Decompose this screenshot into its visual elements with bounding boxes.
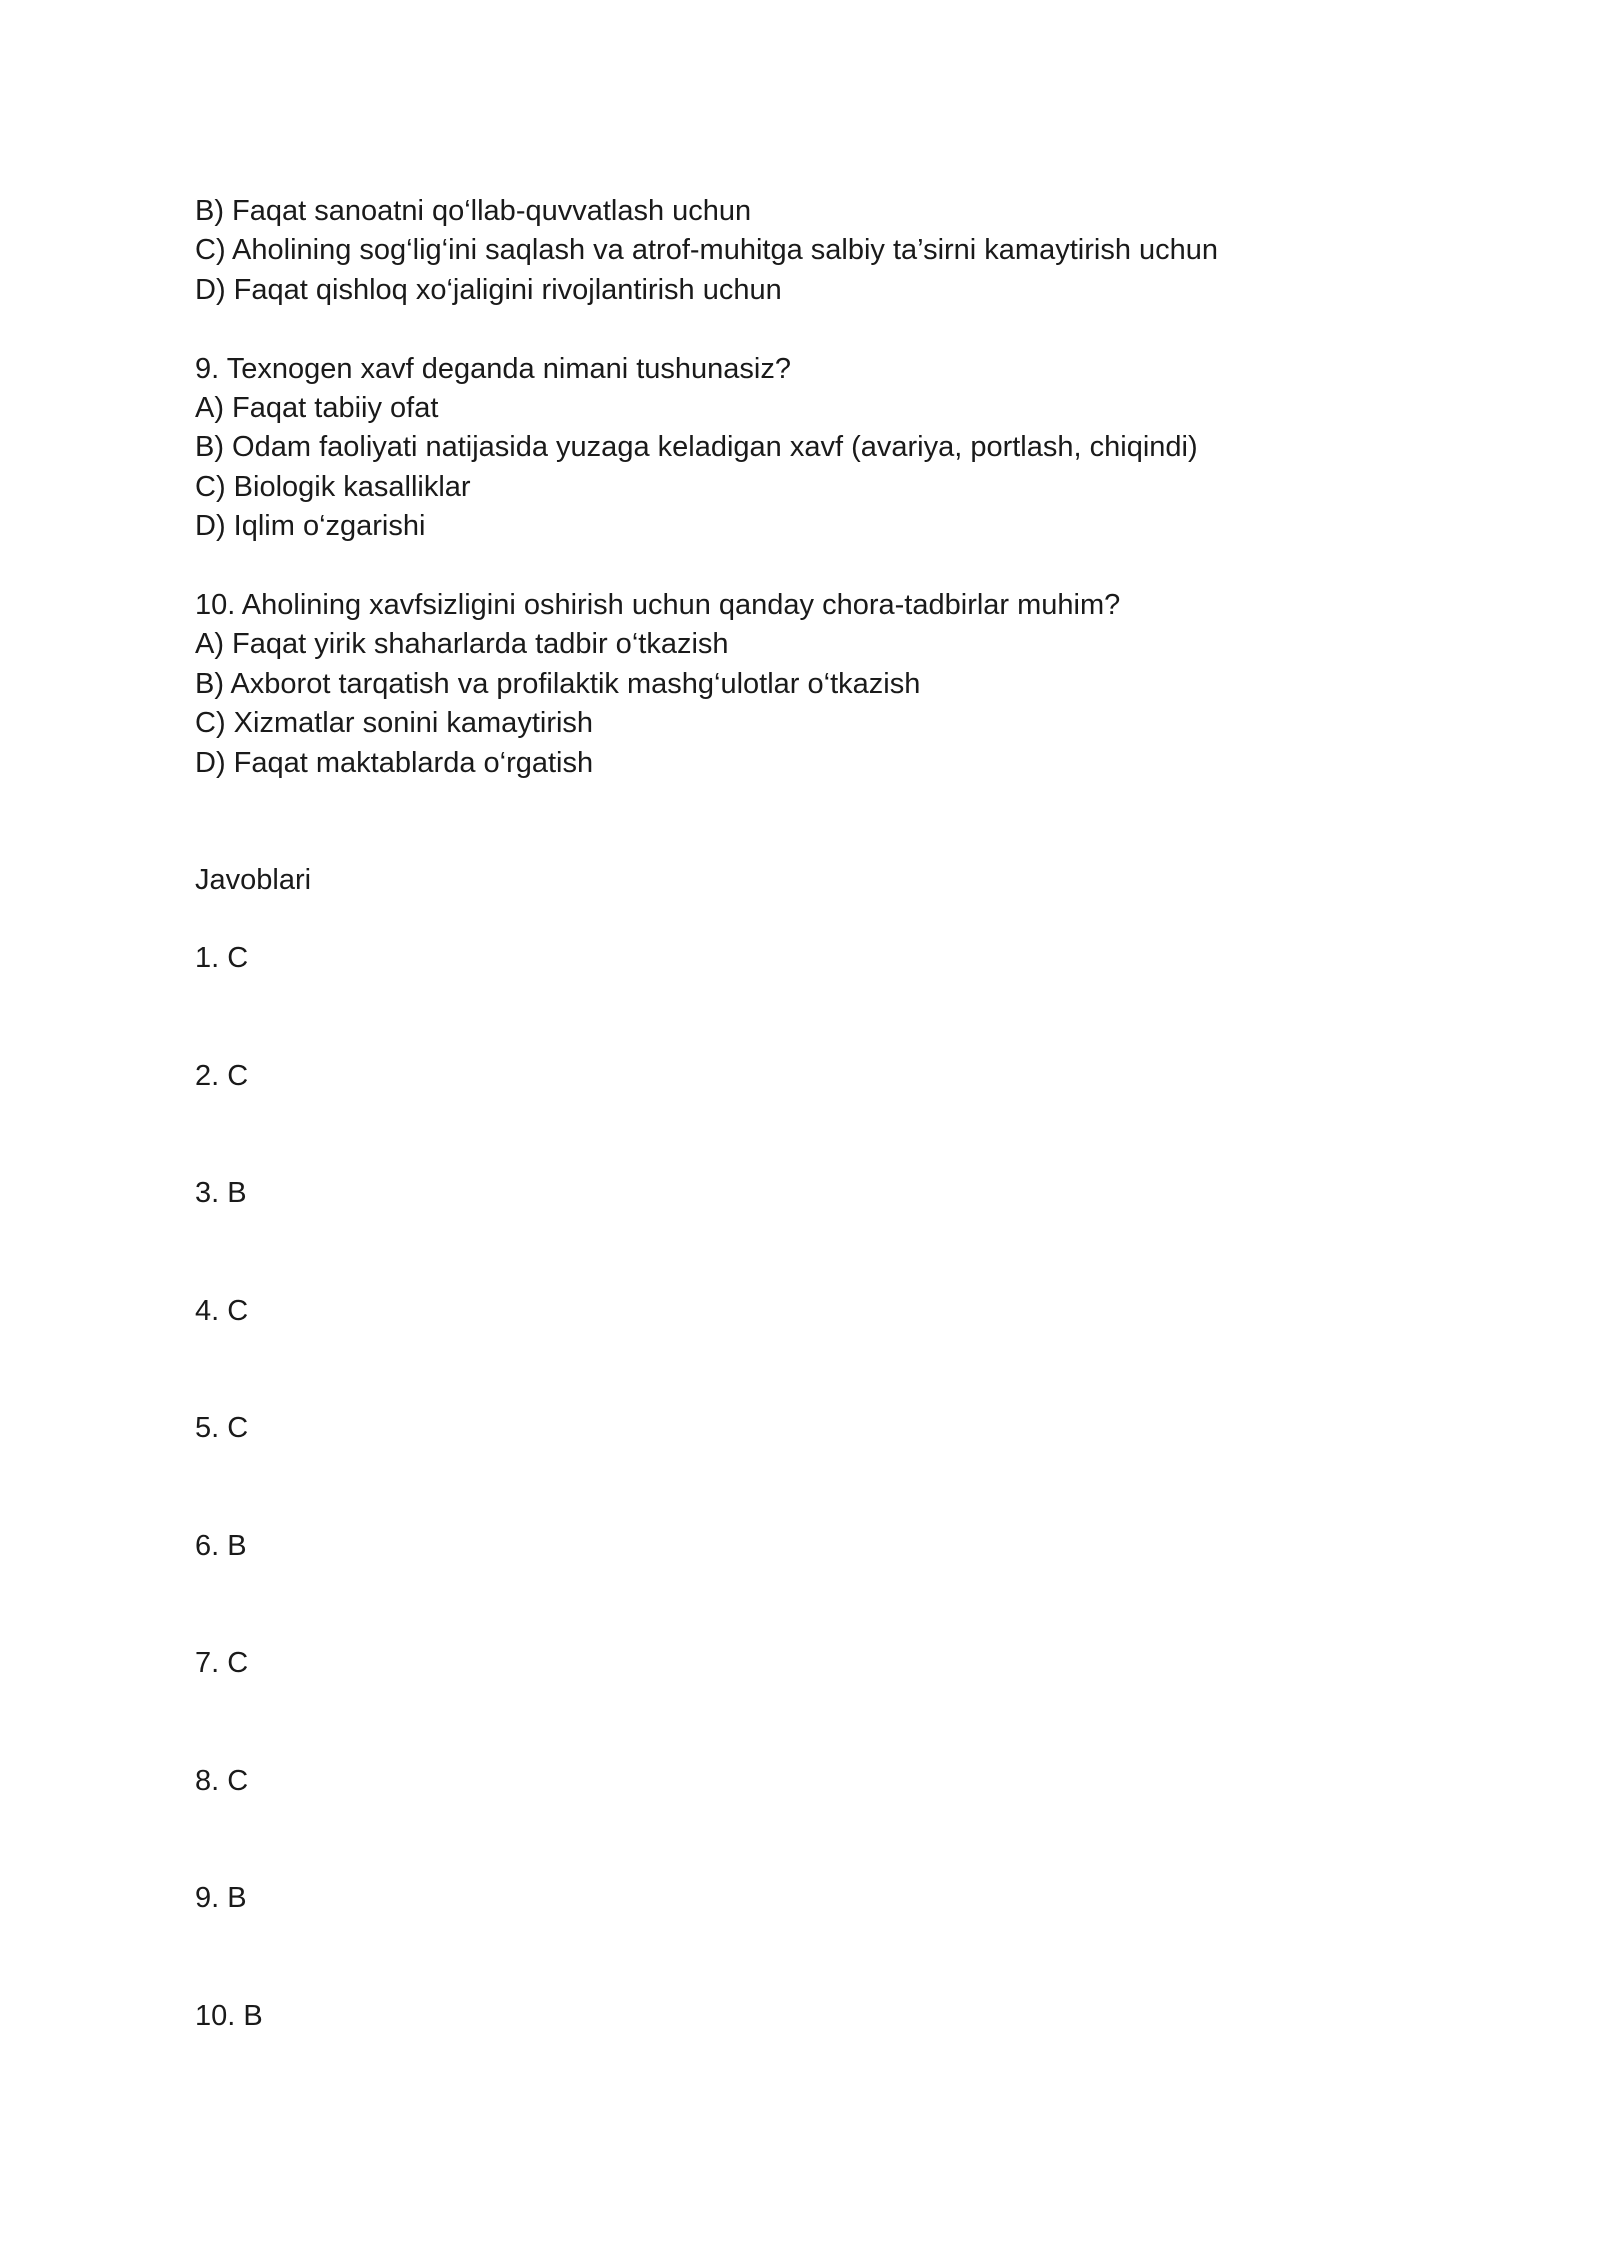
q10-question: 10. Aholining xavfsizligini oshirish uchun qanday chora-tadbirlar muhim? — [195, 589, 1121, 622]
q9-option-d: D) Iqlim o‘zgarishi — [195, 510, 426, 543]
q10-option-d: D) Faqat maktablarda o‘rgatish — [195, 746, 594, 779]
answer-item: 2. C — [195, 1059, 249, 1092]
question-8-options — [195, 192, 1435, 310]
answers-heading: Javoblari — [195, 864, 312, 897]
answer-item: 5. C — [195, 1412, 249, 1445]
answer-item: 7. C — [195, 1647, 249, 1680]
q9-option-b: B) Odam faoliyati natijasida yuzaga keladigan xavf (avariya, portlash, chiqindi) — [195, 431, 1198, 464]
answer-item: 8. C — [195, 1764, 249, 1797]
question-9 — [195, 350, 1435, 547]
answer-item: 9. B — [195, 1882, 247, 1915]
q9-option-c: C) Biologik kasalliklar — [195, 470, 471, 503]
answer-item: 10. B — [195, 1999, 263, 2032]
spacer — [195, 547, 1435, 586]
answer-item: 1. C — [195, 942, 249, 975]
q10-option-b: B) Axborot tarqatish va profilaktik mashg‘ulotlar o‘tkazish — [195, 667, 921, 700]
answer-item: 4. C — [195, 1294, 249, 1327]
q10-option-a: A) Faqat yirik shaharlarda tadbir o‘tkazish — [195, 628, 729, 661]
q8-option-c: C) Aholining sog‘lig‘ini saqlash va atrof-muhitga salbiy ta’sirni kamaytirish uchun — [195, 234, 1219, 267]
q9-option-a: A) Faqat tabiiy ofat — [195, 392, 439, 425]
answer-item: 3. B — [195, 1177, 247, 1210]
document-content — [195, 192, 1435, 2114]
q8-option-d: D) Faqat qishloq xo‘jaligini rivojlantirish uchun — [195, 273, 782, 306]
q10-option-c: C) Xizmatlar sonini kamaytirish — [195, 707, 594, 740]
spacer — [195, 310, 1435, 349]
answer-item: 6. B — [195, 1529, 247, 1562]
q8-option-b: B) Faqat sanoatni qo‘llab-quvvatlash uchun — [195, 195, 752, 227]
q9-question: 9. Texnogen xavf deganda nimani tushunasiz? — [195, 352, 792, 385]
answers-list — [195, 939, 1435, 2114]
question-10 — [195, 586, 1435, 783]
